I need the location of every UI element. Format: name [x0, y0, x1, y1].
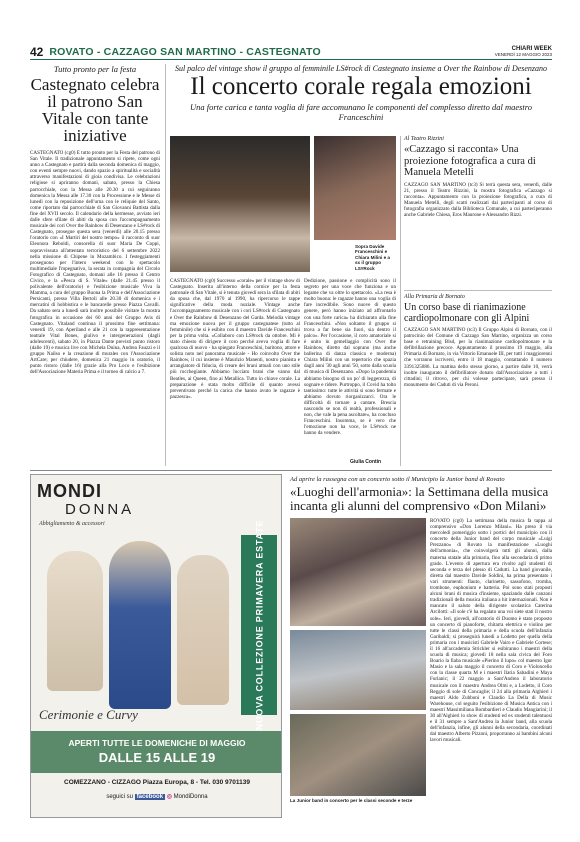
- main-col1: CASTEGNATO (cg0) Successo «corale» per il vintage show di Castegnato. Inserita all'interno della cornice per la festa patronale di San Vitale, si è tenuta giovedì sera la sfilata di abiti da sposa che, dal 1970 al 1990, ha ripercorso le tappe significative della moda nuziale. Vintage anche l'accompagnamento musicale con i cori LS#rock di Castegnato e Over the Rainbow di Desenzano del Garda. Melodia vintage ma emozione nuova per il gruppo castegnatese (tutto al femminile) che si è esibito con il maestro Davide Franceschini per la prima volta. «Collaboro con LS#rock da ottobre. Mi è stato chiesto di dirigere il coro perché aveva voglia di fare qualcosa di nuovo - ha spiegato Franceschini, baritono, attore e solista noto nel panorama musicale - Ho coinvolto Over the Rainbow, il cui insieme è Maurizio Manenti, nostro pianista e arrangiatore di fiducia, di creare dei brani attuali con uno stile più rocchegiante. Abbiamo lucciato brani che vanno dal Beatles, ai Queen, fino ai Metallica. Tutto in chiave corale. La preparazione è stata molto difficile di quanto avessi preventivato perché la carica che hanno avuto le ragazze è pazzesca».: [170, 278, 300, 400]
- main-article: [170, 64, 552, 122]
- model-figure-right: [177, 555, 229, 705]
- ad-script: Cerimonie e Curvy: [39, 707, 138, 722]
- left-article: [30, 64, 160, 450]
- right1-kicker: Al Teatro Rizzini: [404, 136, 444, 142]
- ad-social-prefix: seguici su: [106, 794, 134, 800]
- main-author: Giulia Contin: [350, 459, 382, 465]
- paper-name: CHIARI WEEK: [511, 46, 552, 52]
- model-figure-center: [109, 541, 171, 709]
- bottom-caption: La Junior band in concerto per le classi seconde e terze: [290, 798, 413, 803]
- right2-kicker: Alla Primaria di Bornato: [404, 294, 465, 300]
- right1-title: «Cazzago si racconta» Una proiezione fotografica a cura di Manuela Metelli: [404, 144, 536, 178]
- ad-banner-line1: APERTI TUTTE LE DOMENICHE DI MAGGIO: [68, 738, 246, 748]
- right-article-teatro: [404, 136, 552, 266]
- junior-band-photo-2: [290, 630, 426, 710]
- junior-band-photo-1: [290, 518, 426, 626]
- main-title: Il concerto corale regala emozioni: [190, 73, 532, 100]
- mondi-donna-ad: [30, 474, 282, 818]
- ad-brand-top: MONDI: [37, 481, 102, 501]
- column-divider: [165, 64, 166, 466]
- ad-social: [31, 793, 282, 800]
- model-figure-left: [47, 551, 103, 691]
- ad-vertical-band: [241, 519, 277, 731]
- right2-title: Un corso base di rianimazione cardiopolmonare con gli Alpini: [404, 302, 530, 324]
- bottom-title: «Luoghi dell'armonia»: la Settimana della musica incanta gli alunni del comprensivo «Don Milani»: [290, 484, 549, 513]
- left-kicker: Tutto pronto per la festa: [53, 64, 137, 74]
- ad-banner-line2: DALLE 15 ALLE 19: [98, 750, 216, 765]
- page-header: [30, 44, 552, 60]
- ad-opening-banner: [31, 731, 282, 773]
- ad-social-handle: MondiDonna: [173, 794, 208, 800]
- ad-vertical-text: NUOVA COLLEZIONE PRIMAVERA ESTATE: [254, 519, 265, 731]
- franceschini-photo: [314, 136, 396, 240]
- right1-body: CAZZAGO SAN MARTINO (tc3) Si terrà questa sera, venerdì, dalle 21, presso il Teatro Rizzini, la mostra fotografica «Cazzago si racconta». Appuntamento con la proiezione fotografica, a cura di Manuela Metelli, degli scatti realizzati dai partecipanti al corso di fotografia organizzato dalla Biblioteca Comunale, a cui parteciperanno anche Gabriele Chiesa, Eros Maurone e Alessandro Rizzi.: [404, 181, 552, 218]
- bottom-body: ROVATO (cg0) La settimana della musica fa tappa al comprensivo «Don Lorenzo Milani». Ha preso il via mercoledì pomeriggio sotto i portici del municipio con il concerto della Junior band del corpo musicale «Luigi Prezzano» di Rovato la manifestazione «Luoghi dell'armonia», che coinvolgerà tutti gli alunni, dalla materna statale alla primaria, fino alla secondaria di primo grado. L'evento di apertura era rivolto agli studenti di seconda e terza del plesso di Cadutti. La band giovanile, diretta dal maestro Davide Soldini, ha prima presentato i vari strumenti: flauto, clarinetto, sassofono, tromba, trombone, euphonium e batteria. Poi sono stati proposti alcuni brani di musica d'insieme, spaziando dalle canzoni tradizionali della musica italiana a hit internazionali. Non è mancato il saluto della dirigente scolastica Caterina Arcilotti: «Il sole c'è ha regalato una voi siete stati il nostro sole». Ieri, giovedì, all'oratorio di Duomo è stato proposto un concerto di pianoforte, chitarra elettrica e violino per tutte le classi della primaria e della scuola dell'infanzia Garibaldi; si proseguirà lunedì a Lodetto per quella della primaria con i musicisti Gabriele Vairo e Gabriele Cortese; il 16 all'accademia Strickler si esibiranno i maestri della scuola di musica; giovedì 18 nella sala civica del Foro Boario la fiaba musicale «Pierino il lupo» col maestro Igor Masio e la sala maggio il concerto di Coro e Violoncello con la classe quarta M e i maestri Ilaria Sabadini e Maya Furlanic; il 22 maggio a Sant'Andrea il laboratorio musicale con il maestro Andrea Olmi e, a Lodetto, il Coro Reggio di sole di Concaglie; il 24 alla primaria Alghieri i maestri Aldo Zubboni e Claudio La Della di Music Warehouse, col seguito l'esibizione di Musica Antica con i maestri Massimiliana Bombardieri e Claudio Mangiarini; il 30 all'Alghieri lo show di studenti ed ex studenti talentuosi e il 31 sempre a Sant'Andrea la Junior band, alla scuola dell'infanzia, infine, gli alunni della secondaria, coordinati dal maestro Alberto Pizzoni, proporranno ai bambini alcuni lavori musicali.: [430, 518, 552, 744]
- ad-tagline: Abbigliamento & accessori: [39, 521, 105, 527]
- section-title: ROVATO - CAZZAGO SAN MARTINO - CASTEGNATO: [49, 45, 321, 58]
- right-article-alpini: [404, 294, 552, 433]
- instagram-icon: ◎: [166, 794, 172, 800]
- main-subtitle: Una forte carica e tanta voglia di fare accomunano le componenti del complesso diretto dal maestro Franceschini: [189, 102, 533, 122]
- ad-brand-bottom: DONNA: [65, 501, 135, 518]
- section-divider: [404, 290, 552, 291]
- bottom-article: [290, 476, 552, 513]
- ad-address: COMEZZANO - CIZZAGO Piazza Europa, 8 - Tel. 030 9701139: [64, 779, 250, 786]
- masthead: [495, 46, 552, 57]
- left-body: CASTEGNATO (cg0) È tutto pronto per la Festa del patrono di San Vitale. Il tradizionale appuntamento si ripete, come ogni anno a Castegnato e partirà dalla seconda domenica di maggio, con eventi sempre nuovi, dando spazio a spiritualità e socialità attraverso manifestazioni di gioia condivisa. Le celebrazioni religiose si apriranno domani, sabato, presso la Chiesa parrocchiale, con la Messa alle 20.30 a cui seguiranno domenica la Messa alle 17.30 con la Processione e le Messe di lunedì con la reposizione dell'urna con le reliquie del Santo, come riportato dai parrocchiale di San Giovanni Battista dalla fine del XVII secolo. Il calendario della kermesse, avviato ieri dalle sfere sfilate di abiti da sposa con l'accompagnamento musicale dei cori Over the Rainbow di Desenzano e LS#rock di Castegnato, prosegue questa sera (venerdì) alle 20.15 presso l'oratorio con «I Martiri del nostro tempo» il racconto di suor Eleonora Reboldi, consorella di suor Maria De Coppi, sopravvissuta all'attentato terroristico del 6 settembre 2022 nella missione di Chipene in Mozambico. I festeggiamenti proseguono per l'intero weekend con lo spettacolo multimediale I'mpegnativo, la serata in compagnia del Circolo Fotografico di Castegnato, domani alle 16 presso il Centro Civico, e la «Pesca di S. Vitale» (dalle 21.45 presso il polivalente dell'oratorio) e l'esibizione musicale Viva la Mamma, a cura del gruppo Buona la Prima e dell'Associazione Persicanti, presso Villa Bertoli alle 20.30 di domenica e i mercatini di hobbistica e le bancarelle presso Piazza Cavalli. Da sabato sera a lunedì sarà inoltre possibile visitare la mostra fotografica in occasione dei 60 anni del Gruppo Avis di Castegnato. Vitaland continua il prossimo fine settimana: venerdì 19, con Aperiland e alle 21 con la rappresentazione teatrale Vital Bones, giulivo e intergenerazioni (dagli adolescenti), sabato 20, in Piazza Dante previsti punto ristoro (dalle 19) e musica live con Michela Duina, Andrea Fauzzi e il gruppo Nailso e la creazione di murales con l'Associazione ArtCare; per chiudere, domenica 21 maggio in oratorio, il punto ristoro (dalle 16) grazie alla Pro Loco e l'esibizione dell'Associazione Materia Prima e il torneo di calcio a 7.: [30, 150, 160, 376]
- left-title: Castegnato celebra il patrono San Vitale con tante iniziative: [30, 75, 160, 145]
- bottom-kicker: Ad aprire la rassegna con un concerto sotto il Municipio la Junior band di Rovato: [290, 476, 505, 483]
- photo-caption: Sopra Davide Franceschini e Chiara Milini e a sx il gruppo LS#Rock: [355, 244, 390, 271]
- issue-date: VENERDÌ 12 MAGGIO 2023: [494, 52, 552, 57]
- column-divider: [400, 136, 401, 466]
- horizontal-divider: [30, 470, 552, 471]
- page-number: 42: [30, 44, 44, 59]
- right2-body: CAZZAGO SAN MARTINO (tc3) Il Gruppo Alpini di Bornato, con il patrocinio del Comune di Cazzago San Martino, organizza un corso base e retraining Blsd, per la rianimazione cardiopolmonare e la defibrillazione precoce. Appuntamento il prossimo 19 maggio, alla Primaria di Bornato, in via Vittorio Emanuele III, per tutti i maggiorenni che vorranno iscriversi, entro il 18 maggio, contattando il numero 3391325886. La mattina dello stesso giorno, a partire dalle 10, verrà inoltre inaugurato il defibrillatore donato dall'Associazione a tutti i cittadini; il ritrovo, per chi volesse partecipare, sarà presso il monumento dei Caduti di via Peroni.: [404, 327, 552, 388]
- main-kicker: Sul palco del vintage show il gruppo al femminile LS#rock di Castegnato insieme a Over the Rainbow di Desenzano: [174, 64, 548, 73]
- main-col2: Dedizione, passione e complicità sono il segreto per una voce che funziona e un legame che va oltre lo spettacolo. «La resa è molto buona: le ragazze hanno una voglia di fare incredibile. Sono nuove di questo genere, però hanno iniziato ad affrontarlo con una forte carica» ha dichiarato alla fine Franceschini. «Non soltanto il gruppo si trova a far bene sia fuori, sia dentro il palco». Per l'occasione, il coro amatoriale si è unito in gemellaggio con Over the Rainbow, diretto dal soprano (ma anche ballerina di danza classica e moderna) Chiara Milini con un repertorio che spazia dagli anni '30 agli anni '50, sotto dalla scuola di musica di Desenzano. «Dopo la pandemia abbiamo bisogno di un po' di leggerezza, di sognare e ridere. Purtroppo, il Covid ha tolto tantissimo: tutte le attività si sono fermate e abbiamo dovuto riorganizzarci. Ora le difficoltà di tornare a cantare. Brescia nascondo se non di realtà, professionali e non, che vale la pena ascoltare», ha concluso Franceschini. Insomma, se è vero che l'emozione non ha voce, le LS#rock ne hanno da vendere.: [304, 278, 396, 437]
- junior-band-photo-3: [290, 714, 426, 796]
- choir-group-photo: [170, 136, 310, 272]
- facebook-icon: facebook: [136, 794, 164, 800]
